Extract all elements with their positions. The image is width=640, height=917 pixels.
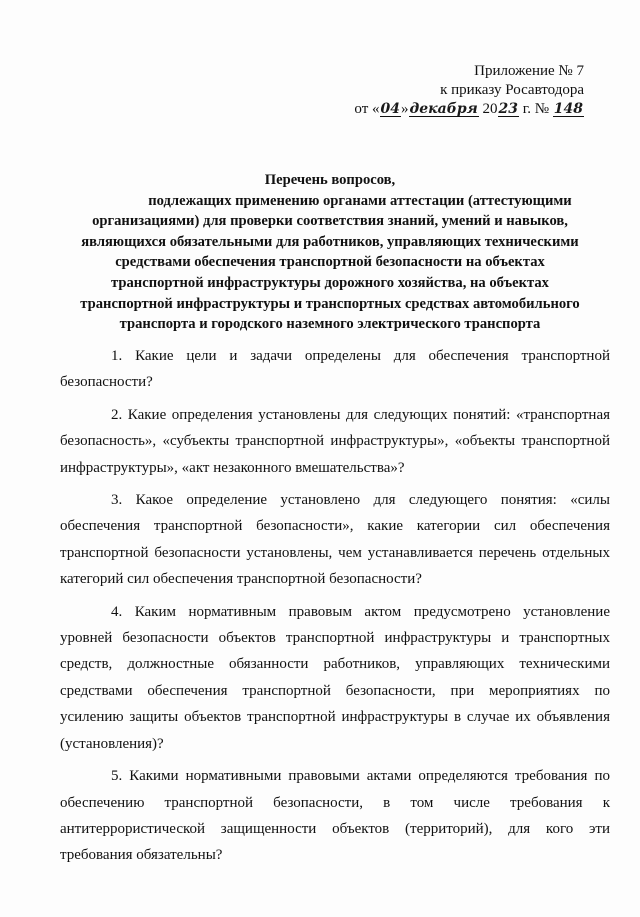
title-line: транспорта и городского наземного электрического транспорта <box>119 316 541 333</box>
title-line: Перечень вопросов, <box>264 172 396 188</box>
title-line: средствами обеспечения транспортной безопасности на объектах <box>115 254 545 271</box>
title-line: организациями) для проверки соответствия знаний, умений и навыков, <box>92 213 568 230</box>
question-item: 3. Какое определение установлено для следующего понятия: «силы обеспечения транспортной безопасности», какие категории сил обеспечения транспортной безопасности установлены, чем устанавливается перечень отдельных категорий сил обеспечения транспортной безопасности? <box>60 492 610 588</box>
title-line: транспортной инфраструктуры дорожного хозяйства, на объектах <box>111 274 549 291</box>
appendix-order-ref: к приказу Росавтодора <box>440 82 584 98</box>
question-item: 4. Каким нормативным правовым актом предусмотрено установление уровней безопасности объектов транспортной инфраструктуры и транспортных средств, должностные обязанности работников, управляющих техническими средствами обеспечения транспортной безопасности, при мероприятиях по усилению защиты объектов транспортной инфраструктуры в случае их объявления (установления)? <box>60 603 610 752</box>
order-number-handwritten: 148 <box>553 101 583 117</box>
date-year-prefix: 20 <box>478 101 498 117</box>
appendix-header <box>354 62 584 119</box>
question-item: 5. Какими нормативными правовыми актами определяются требования по обеспечению транспортной безопасности, в том числе требования к антитеррористической защищенности объектов (территорий), для кого эти требования обязательны? <box>60 768 610 864</box>
order-number-prefix: г. № <box>518 101 553 117</box>
appendix-number: Приложение № 7 <box>474 63 584 79</box>
date-year-handwritten: 23 <box>498 101 518 117</box>
appendix-date-line <box>354 100 584 119</box>
title-line: транспортной инфраструктуры и транспортных средствах автомобильного <box>80 295 580 312</box>
date-separator: » <box>401 101 409 117</box>
question-item: 2. Какие определения установлены для следующих понятий: «транспортная безопасность», «субъекты транспортной инфраструктуры», «объекты транспортной инфраструктуры», «акт незаконного вмешательства»? <box>60 406 610 476</box>
date-day-handwritten: 04 <box>380 101 401 117</box>
title-line: подлежащих применению органами аттестации (аттестующими <box>148 192 572 209</box>
title-line: являющихся обязательными для работников, управляющих техническими <box>81 233 579 250</box>
document-title <box>60 170 600 335</box>
question-item: 1. Какие цели и задачи определены для обеспечения транспортной безопасности? <box>60 348 610 391</box>
questions-list <box>60 343 610 875</box>
date-month-handwritten: декабря <box>409 101 478 117</box>
date-prefix: от « <box>354 101 380 117</box>
